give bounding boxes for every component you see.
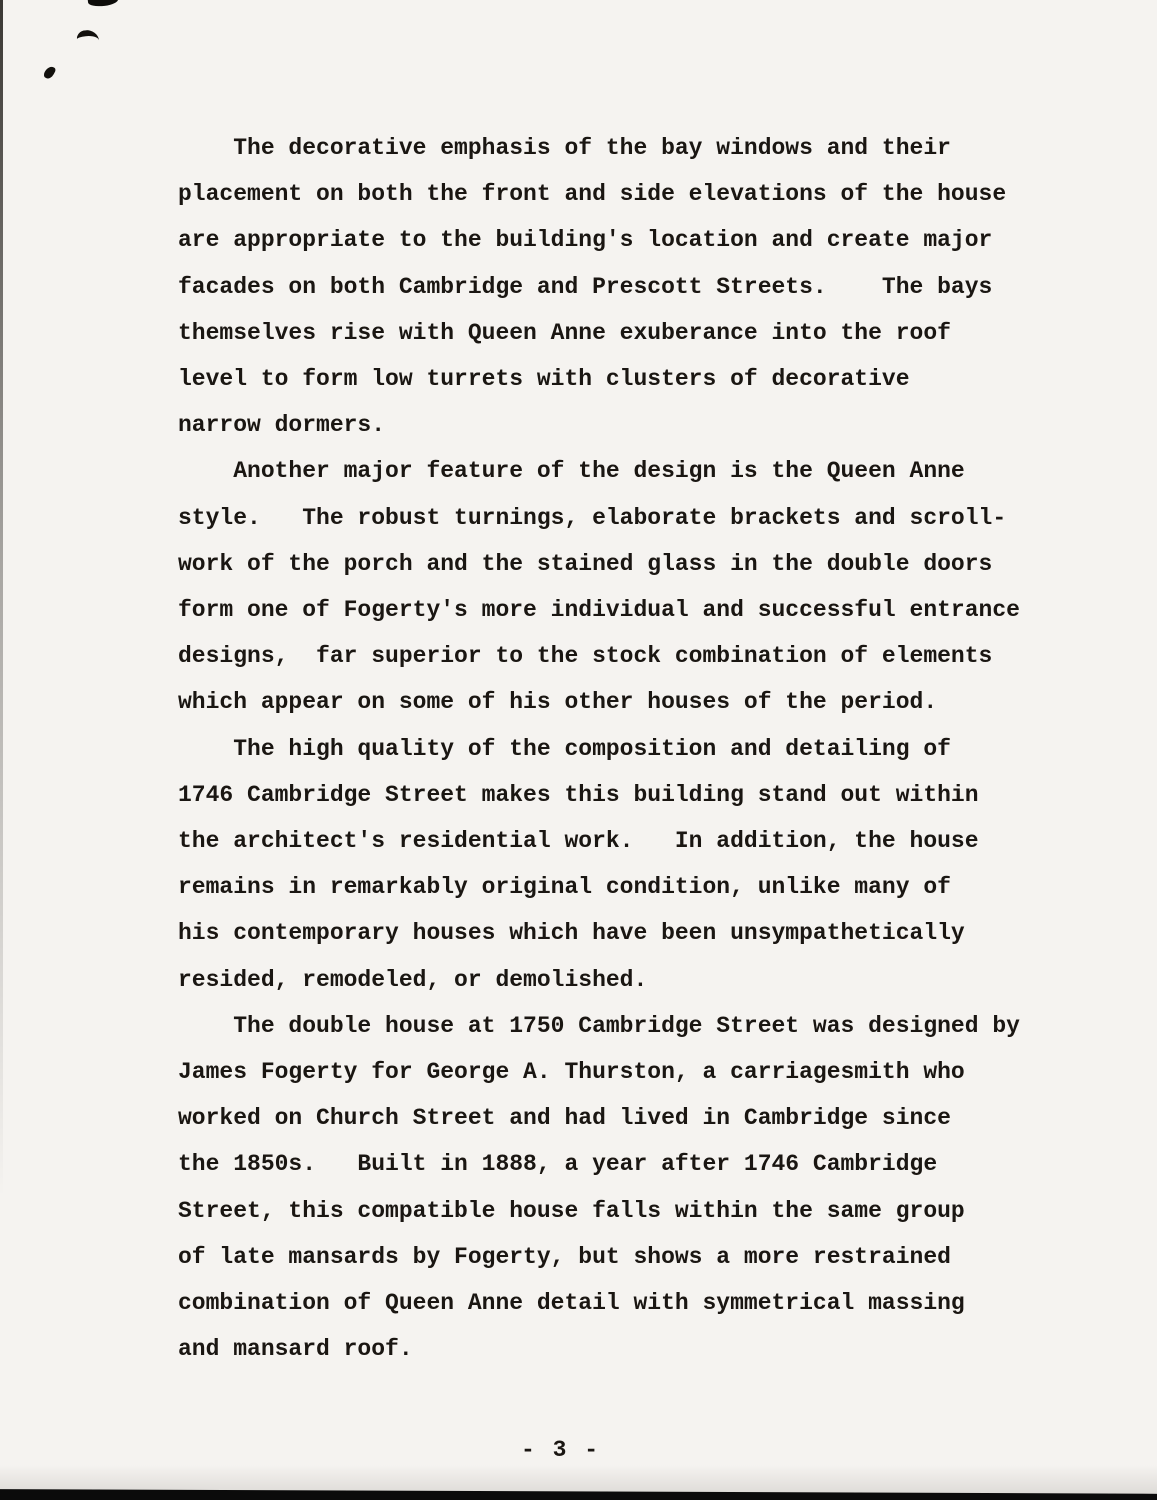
text-line: James Fogerty for George A. Thurston, a carriagesmith who — [178, 1059, 965, 1086]
text-line: designs, far superior to the stock combination of elements — [178, 643, 993, 670]
text-body — [178, 125, 1020, 1372]
text-line: his contemporary houses which have been unsympathetically — [178, 920, 965, 947]
text-line: themselves rise with Queen Anne exuberance into the roof — [178, 319, 951, 346]
text-line: 1746 Cambridge Street makes this building stand out within — [178, 781, 979, 808]
text-line: Another major feature of the design is the Queen Anne — [178, 458, 965, 485]
text-line: work of the porch and the stained glass in the double doors — [178, 550, 993, 577]
text-line: which appear on some of his other houses of the period. — [178, 689, 938, 716]
text-line: remains in remarkably original condition, unlike many of — [178, 874, 951, 901]
text-line: worked on Church Street and had lived in Cambridge since — [178, 1105, 951, 1132]
scan-left-edge-artifact — [0, 0, 3, 1260]
text-line: narrow dormers. — [178, 412, 386, 439]
text-line: Street, this compatible house falls within the same group — [178, 1197, 965, 1224]
ink-tick-mark — [42, 65, 56, 81]
ink-smudge-curve-mark — [76, 29, 100, 51]
scan-bottom-shade-artifact — [0, 1465, 1157, 1493]
text-line: combination of Queen Anne detail with symmetrical massing — [178, 1290, 965, 1317]
text-line: The high quality of the composition and detailing of — [178, 735, 951, 762]
text-line: The double house at 1750 Cambridge Street was designed by — [178, 1012, 1020, 1039]
page-number: - 3 - — [521, 1437, 601, 1463]
text-line: facades on both Cambridge and Prescott Streets. The bays — [178, 273, 993, 300]
text-line: form one of Fogerty's more individual and successful entrance — [178, 597, 1020, 624]
text-line: The decorative emphasis of the bay windows and their — [178, 135, 951, 161]
text-line: the 1850s. Built in 1888, a year after 1746 Cambridge — [178, 1151, 938, 1178]
text-line: of late mansards by Fogerty, but shows a more restrained — [178, 1243, 951, 1270]
ink-blob-mark — [88, 0, 119, 8]
text-line: level to form low turrets with clusters of decorative — [178, 366, 910, 393]
text-line: style. The robust turnings, elaborate brackets and scroll- — [178, 504, 1007, 531]
text-line: the architect's residential work. In addition, the house — [178, 828, 979, 855]
text-line: and mansard roof. — [178, 1336, 413, 1363]
text-line: are appropriate to the building's location and create major — [178, 227, 993, 254]
text-line: resided, remodeled, or demolished. — [178, 966, 648, 993]
text-line: placement on both the front and side elevations of the house — [178, 181, 1007, 208]
